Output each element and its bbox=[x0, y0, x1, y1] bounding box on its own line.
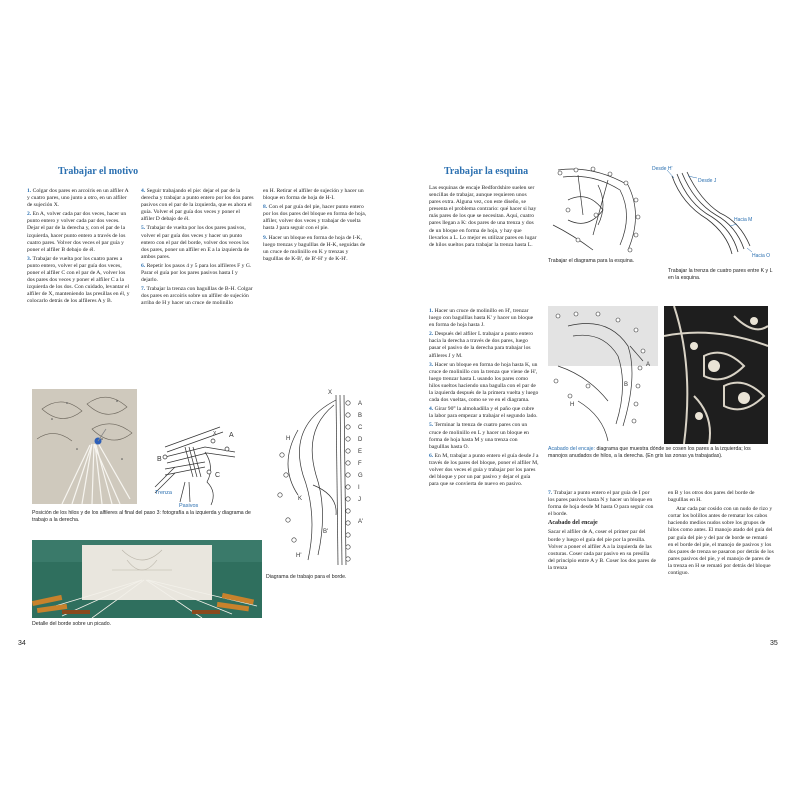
right-intro: Las esquinas de encaje Bedfordshire suelen ser sencillas de trabajar, aunque requieren unos pares extra. Alguna vez, con este diseño, se presenta el problema contrario: qué hacer si hay más pares de los que se necesitan. Aquí, cuatro pares llegan a K: dos pares de una trenza y dos de un bloque en forma de hoja, y hay que llevarlos a L. Lo mejor es utilizar pares en lugar de hilos sueltos para trabajar la trenza hasta L. bbox=[429, 185, 537, 248]
caption-lace bbox=[548, 446, 770, 459]
braid-diagram bbox=[652, 164, 772, 264]
step-7-cont: en H. Retirar el alfiler de sujeción y hacer un bloque en forma de hoja de H-I. bbox=[263, 188, 364, 202]
caption-braid: Trabajar la trenza de cuatro pares entre K y L en la esquina. bbox=[668, 268, 773, 281]
diagram1-label-a: A bbox=[229, 432, 234, 439]
finishing-text-cont: en B y los otros dos pares del borde de bagulllas en H. bbox=[668, 490, 755, 504]
finishing-text-2: Atar cada par cosido con un nudo de rizo y cortar los bolillos antes de rematar los cabos haciendo medios nudos sobre los grupos de hilos como antes. El manojo atado del guía del par guía del pie y del par de borde se remató en el borde del pie, el manojo de pasivos y los dos pares de trenza se pasaron por detrás de los pares pasivos del pie, y el manojo de pares de la trenza en H se remató por detrás del bloque contiguo. bbox=[668, 506, 774, 577]
braid-label-hacia-o: Hacia O bbox=[752, 253, 771, 259]
step3-diagram bbox=[145, 407, 245, 512]
diagram2-label-x: X bbox=[328, 390, 333, 396]
diagram2-label-h: H bbox=[286, 436, 291, 442]
lace-photo bbox=[664, 306, 768, 444]
caption-diagram: Diagrama de trabajo para el borde. bbox=[266, 574, 347, 580]
pins-photo bbox=[32, 389, 137, 504]
step-5: 5. Trabajar de vuelta por los dos pares pasivos, volver el par guía dos veces y hacer un punto entero con el par del borde, volver dos veces los dos pares, poner un alfiler en E a la izquierda de ambos pares. bbox=[141, 225, 249, 260]
step-4: 4. Seguir trabajando el pie: dejar el par de la derecha y trabajar a punto entero por los dos pares pasivos con el par de la izquierda, que es ahora el guía. Volver el par guía dos veces y poner el alfiler D debajo de él. bbox=[141, 188, 254, 223]
corner-diagram bbox=[548, 165, 648, 257]
diagram1-label-b: B bbox=[157, 456, 162, 463]
step-6: 6. Repetir los pasos 4 y 5 para los alfileres F y G. Parar el guía por los pares pasivos hasta I y dejarlo. bbox=[141, 262, 252, 284]
diagram1-label-c: C bbox=[215, 472, 221, 479]
right-heading: Trabajar la esquina bbox=[444, 166, 529, 177]
diagram2-label-k: K bbox=[298, 496, 303, 502]
finishing-subheading: Acabado del encaje bbox=[548, 520, 598, 527]
diagram2-label-f: F bbox=[358, 461, 362, 467]
corner-step-3: 3. Hacer un bloque en forma de hoja hasta K, un cruce de molinillo con la trenza que viene de H', luego trenzar hasta L usando los pares como hilos sueltos haciendo una bagulla con el par de la izquierda después de la primera vuelta y luego cada dos vueltas, como se ve en el diagrama. bbox=[429, 361, 539, 404]
finish-label-a: A bbox=[646, 362, 651, 368]
caption-lace-text: diagrama que muestra dónde se cosen los pares a la izquierda; los manojos anudados de hilos, a la derecha. (En gris las zonas ya trabajadas). bbox=[548, 446, 751, 459]
step-8: 8. Con el par guía del pie, hacer punto entero por los dos pares del bloque en forma de hoja, alfiler, volver dos veces y trabajar de vuelta hasta J para seguir con el pie. bbox=[263, 204, 367, 232]
diagram2-label-a-prime: A' bbox=[358, 519, 364, 525]
right-page-number: 35 bbox=[770, 640, 778, 647]
step-7: 7. Trabajar la trenza con bagulllas de B-H. Colgar dos pares en arcoíris sobre un alfiler de sujeción arriba de H y hacer un cruce de molinillo bbox=[141, 286, 253, 307]
finishing-diagram bbox=[548, 306, 658, 444]
right-col3 bbox=[668, 490, 774, 579]
left-heading: Trabajar el motivo bbox=[58, 166, 139, 177]
diagram1-label-pasivos: Pasivos bbox=[179, 503, 199, 509]
diagram2-label-b: B bbox=[358, 413, 363, 419]
diagram2-label-h-prime: H' bbox=[296, 553, 302, 559]
caption-lace-label: Acabado del encaje: bbox=[548, 446, 596, 452]
step-9: 9. Hacer un bloque en forma de hoja de I-K, luego trenzas y bagulllas de H-K, seguidas de un cruce de molinillo en K y trenzas y bagulllas de K-B', de B'-H' y de K-H'. bbox=[263, 234, 366, 262]
left-page-number: 34 bbox=[18, 640, 26, 647]
caption-photo2: Detalle del borde sobre un picado. bbox=[32, 621, 112, 627]
diagram2-label-a: A bbox=[358, 401, 363, 407]
right-col1 bbox=[429, 308, 539, 490]
border-diagram bbox=[268, 385, 378, 570]
pillow-photo bbox=[32, 540, 262, 618]
caption-photo1: Posición de los hilos y de los alfileres al final del paso 3: fotografía a la izquierda y diagrama de trabajo a la derecha. bbox=[32, 510, 251, 523]
corner-step-1: 1. Hacer un cruce de molinillo en H', trenzar luego con bagulllas hasta K' y hacer un bloque en forma de hoja hasta J. bbox=[429, 308, 534, 329]
diagram2-label-j: J bbox=[358, 497, 361, 503]
diagram2-label-i: I bbox=[358, 485, 360, 491]
corner-step-7: 7. Trabajar a punto entero el par guía de I por los pares pasivos hasta N y hacer un bloque en forma de hoja desde M hasta O para seguir con el borde. bbox=[548, 490, 654, 518]
diagram1-label-trenza: Trenza bbox=[155, 490, 172, 496]
braid-label-desde-h: Desde H' bbox=[652, 166, 673, 172]
caption-corner-diagram: Trabajar el diagrama para la esquina. bbox=[548, 258, 635, 264]
finish-label-b: B bbox=[624, 382, 629, 388]
diagram2-label-g: G bbox=[358, 473, 363, 479]
corner-step-5: 5. Terminar la trenza de cuatro pares con un cruce de molinillo en L y hacer un bloque en forma de hoja hasta M y una trenza con bagulllas hasta O. bbox=[429, 422, 529, 450]
left-col2 bbox=[141, 188, 254, 310]
diagram2-label-b-prime: B' bbox=[323, 529, 329, 535]
diagram1-label-x: X bbox=[213, 431, 217, 437]
braid-label-hacia-m: Hacia M bbox=[734, 217, 753, 223]
corner-step-6: 6. En M, trabajar a punto entero el guía desde J a través de los pares del bloque, poner el alfiler M, volver dos veces el guía y trabajar por los pares del bloque y por un par pasivo y dejar el guía para que se convierta de nuevo en pasivo. bbox=[429, 452, 539, 488]
diagram2-label-d: D bbox=[358, 437, 363, 443]
step-3: 3. Trabajar de vuelta por los cuatro pares a punto entero, volver el par guía dos veces, poner el alfiler C con el par de A, volver los dos pares dos veces y poner el alfiler C a la izquierda de los dos. Con cuidado, levantar el alfiler de X, manteniendo las presillas en él, y colocarlo detrás de los alfileres A y B. bbox=[27, 255, 130, 305]
right-col2 bbox=[548, 490, 656, 574]
finish-label-h: H bbox=[570, 402, 575, 408]
step-2: 2. En A, volver cada par dos veces, hacer un punto entero y volver cada par dos veces. Dejar el par de la derecha y, con el par de la izquierda, hacer punto entero a través de los cuatro pares. Volver dos veces el par guía y poner el alfiler B debajo de él. bbox=[27, 211, 127, 253]
corner-step-4: 4. Girar 90° la almohadilla y el paño que cubre la labor para empezar a trabajar el segundo lado. bbox=[429, 406, 538, 420]
diagram2-label-c: C bbox=[358, 425, 363, 431]
step-1: 1. Colgar dos pares en arcoíris en un alfiler A y cuatro pares, uno junto a otro, en un alfiler de sujeción X. bbox=[27, 188, 129, 209]
corner-step-2: 2. Después del alfiler L trabajar a punto entero hacia la derecha a través de dos pares, luego pasar el pasivo de la derecha para trabajar los alfileres J y M. bbox=[429, 331, 534, 359]
diagram2-label-e: E bbox=[358, 449, 363, 455]
left-col1 bbox=[27, 188, 132, 308]
finishing-text: Sacar el alfiler de A, coser el primer par del borde y luego el guía del pie por la presilla. Volver a poner el alfiler A a la izquierda de las costuras. Coser cada par pasivo en su presilla del principio entre A y B. Coser los dos pares de la trenza bbox=[548, 529, 656, 571]
braid-label-desde-j: Desde J bbox=[698, 178, 717, 184]
left-col3 bbox=[263, 188, 369, 265]
